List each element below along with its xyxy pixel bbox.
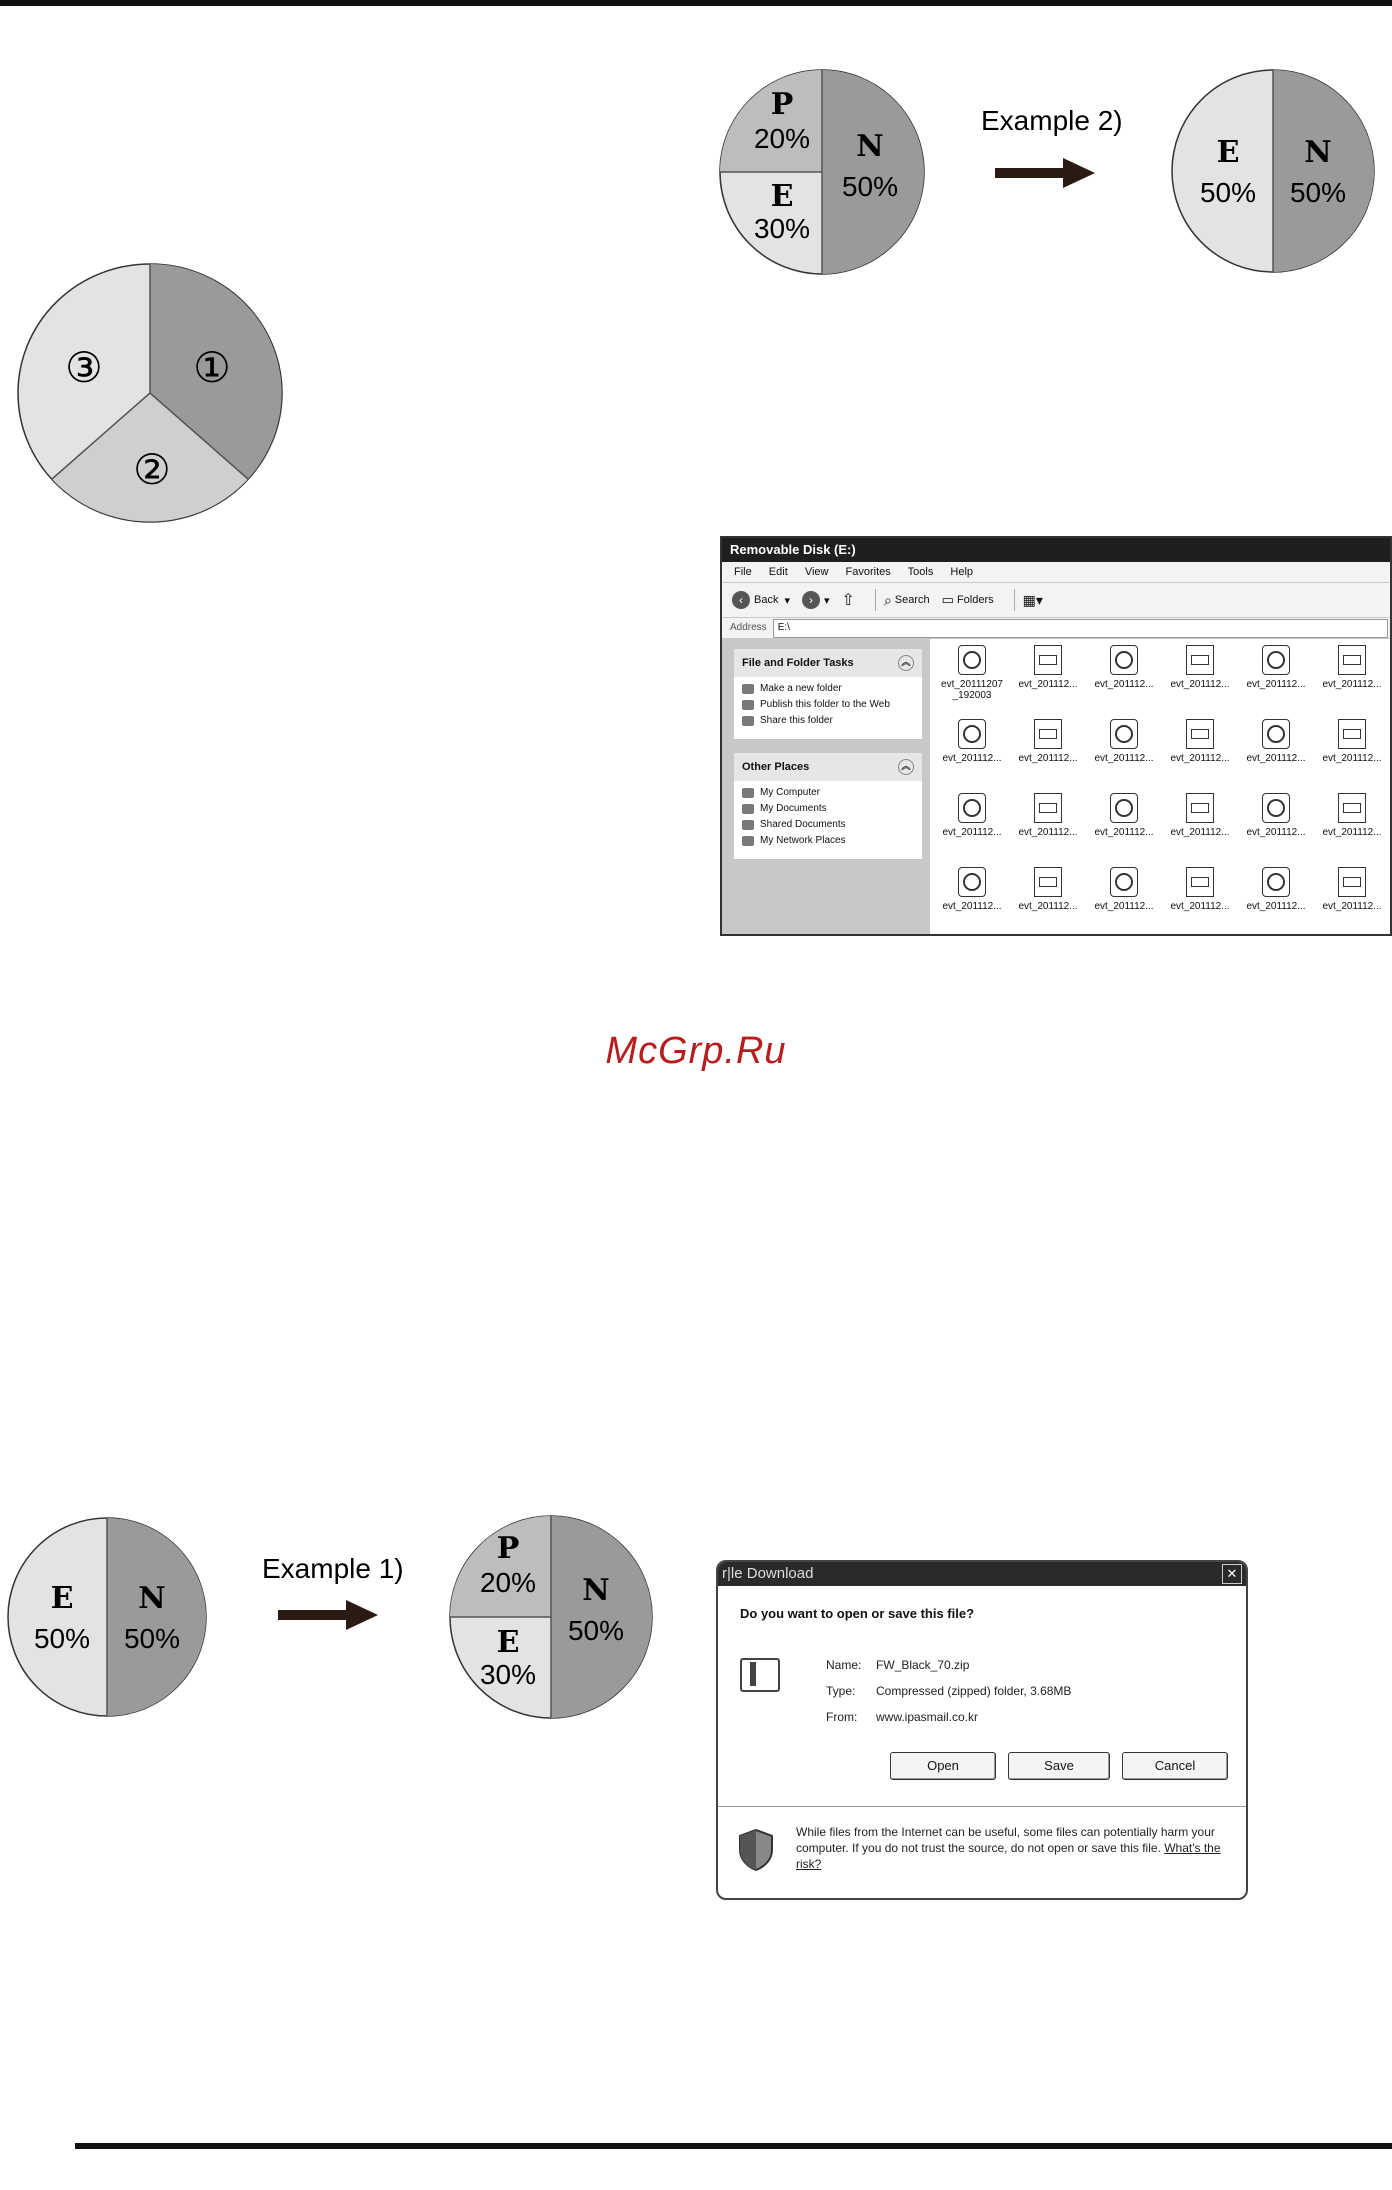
address-input[interactable]: E:\ — [773, 619, 1388, 638]
media-file-icon — [1110, 645, 1138, 675]
arrow-shaft — [278, 1610, 348, 1620]
file-download-dialog — [716, 1560, 1248, 1900]
shield-icon — [738, 1828, 774, 1872]
search-label: Search — [894, 594, 930, 606]
window-title: Removable Disk (E:) — [722, 538, 1390, 562]
file-item[interactable] — [1314, 793, 1390, 867]
task-label: Publish this folder to the Web — [760, 699, 890, 710]
media-file-icon — [1110, 793, 1138, 823]
document-file-icon — [1034, 793, 1062, 823]
views-icon: ▦▾ — [1022, 591, 1043, 608]
file-list — [930, 639, 1390, 935]
warning-text: While files from the Internet can be useful, some files can potentially harm your computer. If you do not trust the source, do not open or save this file. — [796, 1825, 1215, 1855]
file-name-line2: _192003 — [952, 690, 992, 701]
file-item[interactable] — [1086, 645, 1162, 719]
panel-body — [734, 677, 922, 739]
media-file-icon — [958, 645, 986, 675]
file-item[interactable] — [1314, 719, 1390, 793]
place-network[interactable] — [742, 835, 914, 846]
arrow-head — [346, 1600, 378, 1630]
menu-tools[interactable]: Tools — [907, 566, 934, 578]
document-file-icon — [1186, 719, 1214, 749]
forward-button[interactable] — [802, 591, 830, 609]
documents-icon — [742, 804, 754, 814]
slice-label-n: N — [582, 1573, 610, 1608]
panel-body — [734, 781, 922, 859]
pie-slice-n — [107, 1518, 206, 1716]
slice-label-e: E — [1216, 135, 1240, 170]
slice-number-3: ③ — [65, 344, 103, 391]
slice-value-n: 50% — [567, 1615, 625, 1646]
folders-icon: ▭ — [941, 592, 954, 607]
file-item[interactable] — [1314, 645, 1390, 719]
open-button[interactable]: Open — [890, 1752, 996, 1780]
place-label: My Computer — [760, 787, 821, 798]
bottom-rule — [75, 2143, 1392, 2149]
back-button[interactable] — [732, 591, 790, 609]
panel-header[interactable] — [734, 649, 922, 677]
slice-label-e: E — [770, 179, 794, 214]
place-label: Shared Documents — [760, 819, 846, 830]
dialog-question: Do you want to open or save this file? — [740, 1606, 975, 1621]
forward-arrow-icon: › — [802, 591, 820, 609]
task-label: Share this folder — [760, 715, 833, 726]
dialog-divider — [718, 1806, 1246, 1807]
file-name: evt_201112... — [942, 753, 1002, 764]
document-file-icon — [1034, 645, 1062, 675]
file-folder-tasks-panel — [734, 649, 922, 739]
slice-value-e: 30% — [753, 213, 811, 244]
task-new-folder[interactable] — [742, 683, 914, 694]
slice-label-e: E — [496, 1625, 520, 1660]
back-arrow-icon: ‹ — [732, 591, 750, 609]
file-item[interactable] — [1010, 793, 1086, 867]
panel-title: Other Places — [742, 761, 810, 773]
menu-view[interactable]: View — [804, 566, 829, 578]
file-name: evt_201112... — [1246, 753, 1306, 764]
place-my-computer[interactable] — [742, 787, 914, 798]
slice-value-n: 50% — [841, 171, 899, 202]
file-name: evt_201112... — [1246, 679, 1306, 690]
zip-file-icon — [740, 1658, 780, 1692]
file-item[interactable] — [1086, 719, 1162, 793]
file-name-row — [826, 1658, 969, 1672]
name-label: Name: — [826, 1658, 862, 1672]
folders-button[interactable] — [942, 592, 994, 608]
slice-label-p: P — [496, 1531, 520, 1566]
slice-label-n: N — [856, 129, 884, 164]
pie-chart-numbered — [16, 262, 286, 524]
file-item[interactable] — [1162, 645, 1238, 719]
warning-message — [796, 1824, 1224, 1872]
place-shared-documents[interactable] — [742, 819, 914, 830]
dialog-titlebar — [718, 1562, 1246, 1586]
slice-label-p: P — [770, 87, 794, 122]
collapse-icon[interactable]: ︽ — [898, 759, 914, 775]
file-item[interactable] — [1010, 645, 1086, 719]
menu-edit[interactable]: Edit — [768, 566, 788, 578]
computer-icon — [742, 788, 754, 798]
pie-chart-pen-top — [716, 66, 928, 278]
watermark: McGrp.Ru — [605, 1030, 787, 1072]
slice-value-n: 50% — [1289, 177, 1347, 208]
example-2-arrow — [975, 100, 1145, 190]
arrow-head — [1063, 158, 1095, 188]
up-folder-icon: ⇧ — [841, 592, 855, 609]
panel-title: File and Folder Tasks — [742, 657, 854, 669]
dropdown-icon: ▾ — [824, 594, 830, 607]
toolbar-separator — [1014, 589, 1015, 611]
task-share-folder[interactable] — [742, 715, 914, 726]
document-file-icon — [1186, 793, 1214, 823]
type-value: Compressed (zipped) folder, 3.68MB — [876, 1684, 1072, 1698]
slice-value-n: 50% — [123, 1623, 181, 1654]
file-name: evt_201112... — [1094, 827, 1154, 838]
file-item[interactable] — [1238, 867, 1314, 936]
file-item[interactable] — [934, 793, 1010, 867]
file-name: evt_201112... — [1018, 901, 1078, 912]
up-folder-button[interactable] — [842, 590, 855, 610]
place-my-documents[interactable] — [742, 803, 914, 814]
menu-bar — [722, 562, 1390, 583]
example-1-arrow — [258, 1548, 428, 1638]
arrow-shaft — [995, 168, 1065, 178]
file-name: evt_201112... — [1322, 901, 1382, 912]
task-pane — [722, 639, 930, 935]
explorer-window — [720, 536, 1392, 936]
media-file-icon — [1262, 645, 1290, 675]
slice-value-e: 50% — [1199, 177, 1257, 208]
close-icon[interactable]: ✕ — [1222, 1564, 1242, 1584]
media-file-icon — [958, 867, 986, 897]
example-2-label: Example 2) — [981, 105, 1123, 136]
file-name: evt_201112... — [1246, 827, 1306, 838]
file-name: evt_201112... — [1322, 679, 1382, 690]
search-button[interactable] — [884, 592, 930, 609]
file-name: evt_201112... — [1170, 679, 1230, 690]
file-type-row — [826, 1684, 1071, 1698]
name-value: FW_Black_70.zip — [876, 1658, 970, 1672]
slice-label-n: N — [138, 1581, 166, 1616]
file-item[interactable] — [1162, 719, 1238, 793]
file-item[interactable] — [1086, 867, 1162, 936]
file-from-row — [826, 1710, 978, 1724]
slice-label-e: E — [50, 1581, 74, 1616]
document-file-icon — [1338, 867, 1366, 897]
file-name: evt_201112... — [1018, 679, 1078, 690]
file-name: evt_201112... — [1094, 901, 1154, 912]
document-file-icon — [1338, 645, 1366, 675]
place-label: My Documents — [760, 803, 827, 814]
example-1-label: Example 1) — [262, 1553, 404, 1584]
new-folder-icon — [742, 684, 754, 694]
folders-label: Folders — [956, 594, 994, 606]
slice-value-p: 20% — [479, 1567, 537, 1598]
slice-label-n: N — [1304, 135, 1332, 170]
slice-value-e: 30% — [479, 1659, 537, 1690]
file-name: evt_201112... — [1246, 901, 1306, 912]
cancel-button[interactable]: Cancel — [1122, 1752, 1228, 1780]
from-value: www.ipasmail.co.kr — [876, 1710, 979, 1724]
file-item[interactable] — [1238, 793, 1314, 867]
file-item[interactable] — [1314, 867, 1390, 936]
top-rule — [0, 0, 1392, 6]
folder-icon — [742, 820, 754, 830]
file-name: evt_201112... — [942, 827, 1002, 838]
panel-header[interactable] — [734, 753, 922, 781]
from-label: From: — [826, 1710, 858, 1724]
file-item[interactable] — [1238, 645, 1314, 719]
document-file-icon — [1034, 867, 1062, 897]
file-item[interactable] — [1238, 719, 1314, 793]
file-item[interactable] — [1086, 793, 1162, 867]
address-label: Address — [730, 622, 767, 633]
menu-file[interactable]: File — [734, 566, 752, 578]
file-name: evt_20111207 — [941, 679, 1003, 690]
toolbar — [722, 583, 1390, 618]
network-icon — [742, 836, 754, 846]
collapse-icon[interactable]: ︽ — [898, 655, 914, 671]
back-label: Back — [754, 594, 779, 606]
file-name: evt_201112... — [1170, 901, 1230, 912]
media-file-icon — [958, 793, 986, 823]
file-item[interactable] — [934, 645, 1010, 719]
type-label: Type: — [826, 1684, 856, 1698]
file-item[interactable] — [934, 719, 1010, 793]
other-places-panel — [734, 753, 922, 859]
pie-chart-pen-bottom — [446, 1512, 656, 1722]
media-file-icon — [1110, 867, 1138, 897]
dialog-title: r|le Download — [722, 1565, 814, 1582]
document-file-icon — [1186, 645, 1214, 675]
dropdown-icon: ▾ — [784, 594, 790, 607]
save-button[interactable]: Save — [1008, 1752, 1110, 1780]
pie-slice-n — [1273, 70, 1374, 272]
views-button[interactable] — [1023, 592, 1043, 609]
search-icon: ⌕ — [883, 591, 892, 608]
address-bar — [722, 618, 1390, 639]
pie-chart-en-top — [1168, 66, 1378, 276]
risk-link[interactable]: What's the risk? — [796, 1841, 1221, 1871]
document-file-icon — [1034, 719, 1062, 749]
media-file-icon — [958, 719, 986, 749]
file-item[interactable] — [1010, 867, 1086, 936]
document-file-icon — [1186, 867, 1214, 897]
file-name: evt_201112... — [1170, 827, 1230, 838]
slice-value-e: 50% — [33, 1623, 91, 1654]
slice-value-p: 20% — [753, 123, 811, 154]
media-file-icon — [1262, 793, 1290, 823]
task-publish-web[interactable] — [742, 699, 914, 710]
share-folder-icon — [742, 716, 754, 726]
task-label: Make a new folder — [760, 683, 842, 694]
toolbar-separator — [875, 589, 876, 611]
explorer-body — [722, 639, 1390, 935]
file-name: evt_201112... — [1094, 679, 1154, 690]
globe-icon — [742, 700, 754, 710]
document-file-icon — [1338, 793, 1366, 823]
document-file-icon — [1338, 719, 1366, 749]
file-name: evt_201112... — [1018, 827, 1078, 838]
pie-chart-en-bottom — [4, 1514, 210, 1720]
file-name: evt_201112... — [1322, 753, 1382, 764]
file-name: evt_201112... — [942, 901, 1002, 912]
media-file-icon — [1262, 867, 1290, 897]
file-item[interactable] — [1162, 867, 1238, 936]
file-name: evt_201112... — [1094, 753, 1154, 764]
file-name: evt_201112... — [1170, 753, 1230, 764]
slice-number-1: ① — [193, 344, 231, 391]
file-item[interactable] — [1010, 719, 1086, 793]
media-file-icon — [1262, 719, 1290, 749]
menu-help[interactable]: Help — [950, 566, 974, 578]
file-name: evt_201112... — [1322, 827, 1382, 838]
place-label: My Network Places — [760, 835, 846, 846]
menu-favorites[interactable]: Favorites — [845, 566, 891, 578]
file-item[interactable] — [934, 867, 1010, 936]
slice-number-2: ② — [133, 446, 171, 493]
media-file-icon — [1110, 719, 1138, 749]
file-item[interactable] — [1162, 793, 1238, 867]
file-name: evt_201112... — [1018, 753, 1078, 764]
